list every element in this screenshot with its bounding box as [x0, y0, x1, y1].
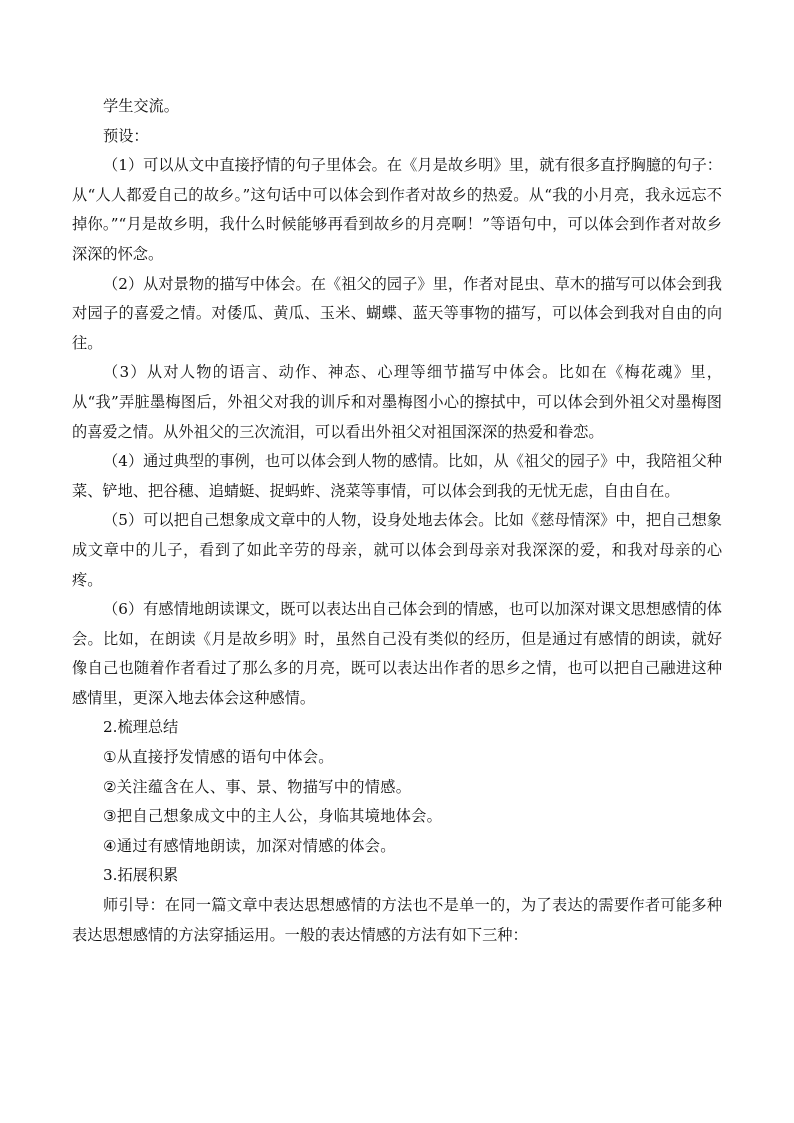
paragraph-item-6: （6）有感情地朗读课文，既可以表达出自己体会到的情感，也可以加深对课文思想感情的体会。比如，在朗读《月是故乡明》时，虽然自己没有类似的经历，但是通过有感情的朗读，就好像自己也随着作者看过了那么多的月亮，既可以表达出作者的思乡之情，也可以把自己融进这种感情里，更深入地去体会这种感情。 [72, 600, 722, 707]
paragraph-item-3: （3）从对人物的语言、动作、神态、心理等细节描写中体会。比如在《梅花魂》里，从“我”弄脏墨梅图后，外祖父对我的训斥和对墨梅图小心的擦拭中，可以体会到外祖父对墨梅图的喜爱之情。从外祖父的三次流泪，可以看出外祖父对祖国深深的热爱和眷恋。 [72, 363, 722, 441]
section-heading-summary: 2.梳理总结 [103, 718, 179, 737]
paragraph-student-exchange: 学生交流。 [103, 97, 179, 115]
summary-point-2: ②关注蕴含在人、事、景、物描写中的情感。 [103, 777, 412, 796]
paragraph-item-4: （4）通过典型的事例，也可以体会到人物的感情。比如，从《祖父的园子》中，我陪祖父种菜、铲地、把谷穗、追蜻蜓、捉蚂蚱、浇菜等事情，可以体会到我的无忧无虑，自由自在。 [72, 452, 722, 500]
summary-point-1: ①从直接抒发情感的语句中体会。 [103, 748, 334, 767]
paragraph-item-1: （1）可以从文中直接抒情的句子里体会。在《月是故乡明》里，就有很多直抒胸臆的句子：从“人人都爱自己的故乡。”这句话中可以体会到作者对故乡的热爱。从“我的小月亮，我永远忘不掉你。”“月是故乡明，我什么时候能够再看到故乡的月亮啊！”等语句中，可以体会到作者对故乡深深的怀念。 [72, 156, 722, 263]
paragraph-teacher-guide: 师引导：在同一篇文章中表达思想感情的方法也不是单一的，为了表达的需要作者可能多种表达思想感情的方法穿插运用。一般的表达情感的方法有如下三种： [72, 896, 722, 944]
paragraph-item-2: （2）从对景物的描写中体会。在《祖父的园子》里，作者对昆虫、草木的描写可以体会到我对园子的喜爱之情。对倭瓜、黄瓜、玉米、蝴蝶、蓝天等事物的描写，可以体会到我对自由的向往。 [72, 274, 722, 352]
summary-point-3: ③把自己想象成文中的主人公，身临其境地体会。 [103, 807, 443, 826]
paragraph-item-5: （5）可以把自己想象成文章中的人物，设身处地去体会。比如《慈母情深》中，把自己想象成文章中的儿子，看到了如此辛劳的母亲，就可以体会到母亲对我深深的爱，和我对母亲的心疼。 [72, 511, 722, 589]
paragraph-preset: 预设： [103, 126, 149, 145]
section-heading-extension: 3.拓展积累 [103, 866, 179, 885]
document-body [72, 92, 722, 950]
summary-point-4: ④通过有感情地朗读，加深对情感的体会。 [103, 836, 396, 855]
